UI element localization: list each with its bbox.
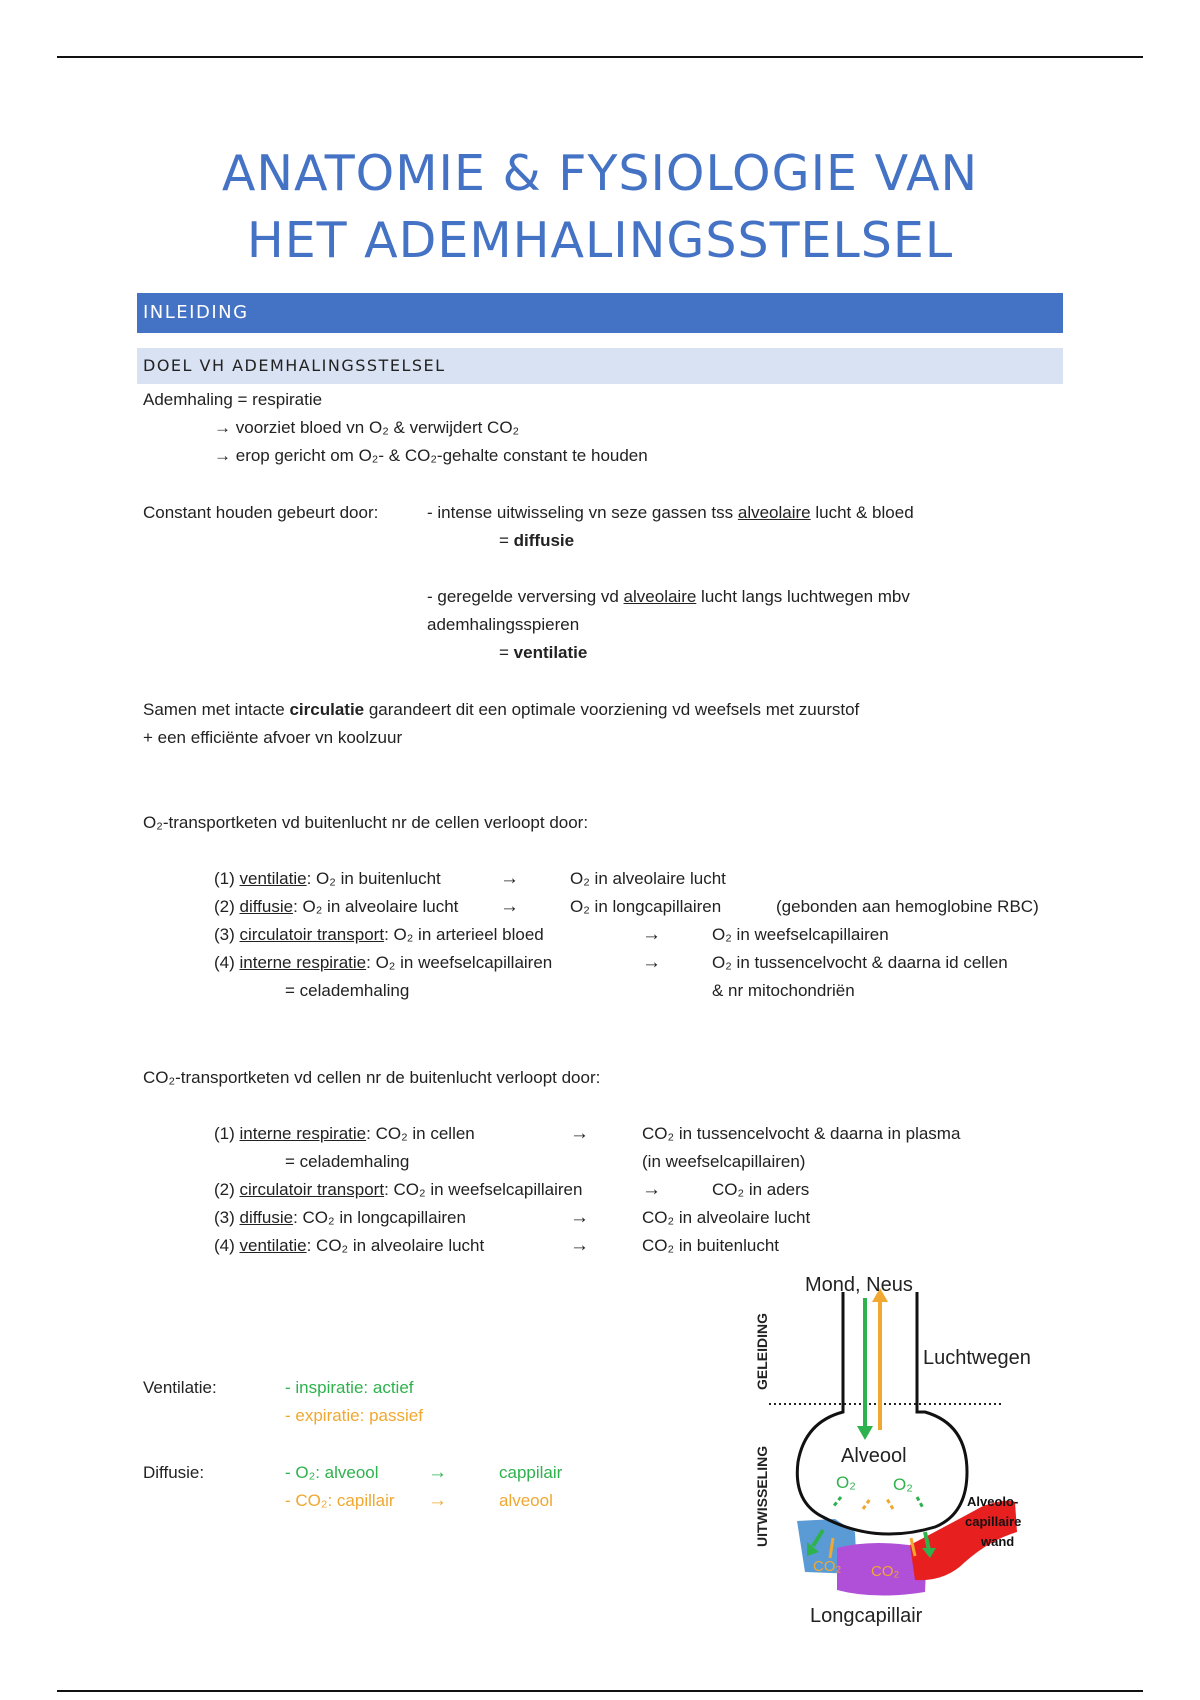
co2-step-4 (214, 1234, 484, 1258)
step-number: (4) (214, 1236, 240, 1255)
co2-step-1-to: CO₂ in tussencelvocht & daarna in plasma (642, 1124, 961, 1143)
title-line-2: HET ADEMHALINGSSTELSEL (246, 212, 954, 269)
arrow-icon: → (570, 1207, 589, 1228)
top-rule (57, 56, 1143, 58)
o2-step-2-note: (gebonden aan hemoglobine RBC) (776, 897, 1039, 916)
diffusion-label: Diffusie: (143, 1463, 205, 1482)
arrow-icon: → (642, 924, 661, 945)
diffusion-arrow-green (917, 1497, 923, 1508)
term-ventilatie: ventilatie (513, 643, 588, 662)
arrow-icon: → (428, 1462, 447, 1483)
step-from: : O₂ in weefselcapillairen (366, 953, 553, 972)
step-term: ventilatie (239, 869, 307, 888)
intro-line-1: Ademhaling = respiratie (143, 390, 323, 409)
co2-step-3 (214, 1206, 466, 1230)
diffusion-co2-from: - CO₂: capillair (285, 1491, 395, 1510)
step-number: (1) (214, 1124, 240, 1143)
equals-sign: = (499, 531, 514, 550)
intro-line-2-text: voorziet bloed vn O₂ & verwijdert CO₂ (235, 418, 520, 437)
capillary-label: Longcapillair (810, 1605, 923, 1627)
wall-label-line1: Alveolo- (967, 1494, 1019, 1509)
summary-pre: Samen met intacte (143, 700, 290, 719)
constant-item-2-result (499, 641, 587, 665)
arrow-icon: → (642, 952, 661, 973)
arrow-icon: → (642, 1179, 661, 1200)
alveolus-diagram (745, 1262, 1045, 1632)
o2-step-2-to: O₂ in longcapillairen (570, 897, 722, 916)
o2-step-3 (214, 923, 544, 947)
equals-sign: = (499, 643, 514, 662)
ventilation-expiration: - expiratie: passief (285, 1406, 423, 1425)
co2-step-3-to: CO₂ in alveolaire lucht (642, 1208, 811, 1227)
diffusion-co2-to: alveool (499, 1491, 553, 1510)
step-from: : O₂ in arterieel bloed (384, 925, 544, 944)
o2-step-4 (214, 951, 552, 975)
co2-chain-heading: CO₂-transportketen vd cellen nr de buitenlucht verloopt door: (143, 1068, 601, 1087)
ventilation-inspiration: - inspiratie: actief (285, 1378, 414, 1397)
intro-line-3 (214, 444, 648, 468)
ventilation-label: Ventilatie: (143, 1378, 217, 1397)
exchange-label: UITWISSELING (754, 1445, 770, 1547)
step-term: circulatoir transport (239, 925, 385, 944)
constant-item-2 (427, 585, 910, 609)
o2-chain-heading: O₂-transportketen vd buitenlucht nr de cellen verloopt door: (143, 813, 589, 832)
o2-step-1 (214, 867, 441, 891)
co2-step-1-to-line2: (in weefselcapillairen) (642, 1152, 806, 1171)
arrow-icon: → (570, 1123, 589, 1144)
co2-step-2-to: CO₂ in aders (712, 1180, 810, 1199)
summary-line-2: + een efficiënte afvoer vn koolzuur (143, 728, 403, 747)
step-number: (4) (214, 953, 240, 972)
alveolus-outline (797, 1292, 967, 1534)
step-term: interne respiratie (239, 953, 367, 972)
constant-item-1-post: lucht & bloed (810, 503, 914, 522)
constant-item-1-pre: - intense uitwisseling vn seze gassen tss (427, 503, 738, 522)
step-number: (2) (214, 1180, 240, 1199)
intro-line-2 (214, 416, 519, 440)
alveolus-label: Alveool (841, 1445, 907, 1467)
section-heading: INLEIDING (137, 293, 1063, 333)
arrow-icon: → (500, 868, 519, 889)
diffusion-arrow-orange (863, 1499, 870, 1509)
o2-label-right: O₂ (893, 1475, 913, 1494)
diffusion-arrow-green (833, 1497, 841, 1507)
step-from: : CO₂ in weefselcapillairen (384, 1180, 583, 1199)
o2-step-3-to: O₂ in weefselcapillairen (712, 925, 889, 944)
co2-step-4-to: CO₂ in buitenlucht (642, 1236, 780, 1255)
co2-step-2 (214, 1178, 582, 1202)
step-number: (3) (214, 1208, 240, 1227)
constant-item-2-pre: - geregelde verversing vd (427, 587, 624, 606)
step-number: (3) (214, 925, 240, 944)
constant-item-1-underlined: alveolaire (737, 503, 811, 522)
title-line-1: ANATOMIE & FYSIOLOGIE VAN (221, 145, 979, 202)
intro-line-3-text: erop gericht om O₂- & CO₂-gehalte constant te houden (235, 446, 648, 465)
subsection-heading: DOEL VH ADEMHALINGSSTELSEL (137, 348, 1063, 384)
page-title (0, 140, 1200, 274)
o2-step-4-to-line2: & nr mitochondriën (712, 981, 855, 1000)
constant-item-2-line2: ademhalingsspieren (427, 615, 580, 634)
wall-label-line3: wand (981, 1534, 1015, 1549)
arrow-icon: → (570, 1235, 589, 1256)
conduction-label: GELEIDING (754, 1312, 770, 1390)
bottom-rule (57, 1690, 1143, 1692)
co2-label-left: CO₂ (813, 1558, 842, 1575)
diffusion-o2-from: - O₂: alveool (285, 1463, 379, 1482)
o2-label-left: O₂ (836, 1473, 856, 1492)
airways-label: Luchtwegen (923, 1347, 1031, 1369)
co2-step-1 (214, 1122, 475, 1146)
step-term: diffusie (239, 1208, 294, 1227)
arrow-icon: → (214, 418, 231, 437)
step-term: interne respiratie (239, 1124, 367, 1143)
constant-item-2-underlined: alveolaire (623, 587, 697, 606)
step-from: : O₂ in alveolaire lucht (293, 897, 459, 916)
step-from: : O₂ in buitenlucht (306, 869, 441, 888)
o2-step-4-sub: = celademhaling (285, 981, 410, 1000)
step-from: : CO₂ in alveolaire lucht (306, 1236, 485, 1255)
step-number: (1) (214, 869, 240, 888)
o2-step-1-to: O₂ in alveolaire lucht (570, 869, 726, 888)
co2-label-right: CO₂ (871, 1563, 900, 1580)
summary-post: garandeert dit een optimale voorziening vd weefsels met zuurstof (364, 700, 860, 719)
arrow-icon: → (500, 896, 519, 917)
term-diffusie: diffusie (513, 531, 575, 550)
step-term: diffusie (239, 897, 294, 916)
summary-line-1 (143, 698, 859, 722)
arrow-icon: → (428, 1490, 447, 1511)
diffusion-o2-to: cappilair (499, 1463, 563, 1482)
o2-step-4-to: O₂ in tussencelvocht & daarna id cellen (712, 953, 1008, 972)
constant-label: Constant houden gebeurt door: (143, 503, 379, 522)
constant-item-1-result (499, 529, 574, 553)
constant-item-2-post: lucht langs luchtwegen mbv (696, 587, 910, 606)
wall-label-line2: capillaire (965, 1514, 1022, 1529)
co2-step-1-sub: = celademhaling (285, 1152, 410, 1171)
step-term: circulatoir transport (239, 1180, 385, 1199)
o2-inflow-arrowhead (857, 1426, 873, 1440)
step-from: : CO₂ in longcapillairen (293, 1208, 466, 1227)
o2-step-2 (214, 895, 458, 919)
constant-item-1 (427, 501, 914, 525)
arrow-icon: → (214, 446, 231, 465)
step-number: (2) (214, 897, 240, 916)
step-term: ventilatie (239, 1236, 307, 1255)
term-circulatie: circulatie (289, 700, 365, 719)
diffusion-arrow-orange (887, 1499, 893, 1509)
mouth-nose-label: Mond, Neus (805, 1274, 913, 1296)
step-from: : CO₂ in cellen (366, 1124, 475, 1143)
